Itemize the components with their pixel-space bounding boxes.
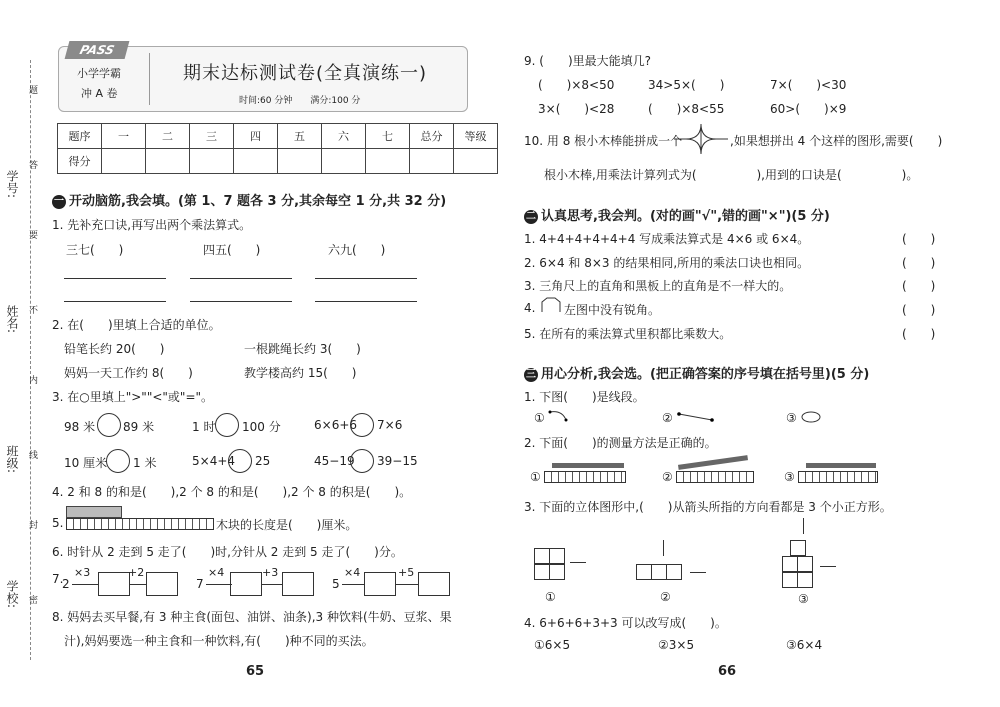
arrow-right-icon [130, 584, 146, 585]
score-cell: 题序 [58, 124, 102, 149]
q3-text: 3. 在○里填上">""<"或"="。 [52, 390, 214, 404]
chain-start: 7 [196, 577, 204, 591]
score-input[interactable] [190, 149, 234, 174]
q9-item: ( )×8<55 [648, 102, 725, 116]
score-input[interactable] [366, 149, 410, 174]
judge-item: 3. 三角尺上的直角和黑板上的直角是不一样大的。 [524, 279, 792, 293]
cube-block [782, 572, 798, 588]
answer-line[interactable] [315, 278, 417, 279]
section-3-text: 用心分析,我会选。(把正确答案的序号填在括号里)(5 分) [541, 367, 870, 382]
cube-block [534, 564, 550, 580]
chain-start: 2 [62, 577, 70, 591]
cube-block [797, 556, 813, 572]
chain-op: ×4 [344, 566, 361, 579]
cube-block [549, 548, 565, 564]
ruler-icon [676, 471, 754, 483]
compare-circle[interactable] [106, 449, 130, 473]
choice-q1: 1. 下图( )是线段。 [524, 390, 645, 404]
answer-line[interactable] [190, 301, 292, 302]
judge-paren[interactable]: ( ) [902, 327, 936, 341]
q3-left: 5×4+4 [192, 454, 236, 468]
cube-block [534, 548, 550, 564]
q2-text: 2. 在( )里填上合适的单位。 [52, 318, 221, 332]
q3-right: 1 米 [133, 456, 157, 470]
option-mark[interactable]: ② [662, 470, 673, 484]
arrow-down-icon [803, 518, 804, 534]
q2-item: 教学楼高约 15( ) [244, 366, 357, 380]
option-mark[interactable]: ② [660, 590, 671, 604]
chain-op: +2 [128, 566, 145, 579]
q10-text-a: 10. 用 8 根小木棒能拼成一个 [524, 134, 683, 148]
compare-circle[interactable] [97, 413, 121, 437]
q3-left: 10 厘米 [64, 456, 108, 470]
score-cell: 一 [102, 124, 146, 149]
volume-name: 冲 A 卷 [81, 87, 118, 100]
section-3-heading [524, 363, 869, 382]
compare-circle[interactable] [350, 413, 374, 437]
q10-text-b: ,如果想拼出 4 个这样的图形,需要( ) [730, 134, 943, 148]
score-input[interactable] [410, 149, 454, 174]
cube-block [790, 540, 806, 556]
arrow-right-icon [342, 584, 364, 585]
score-cell: 七 [366, 124, 410, 149]
option-mark[interactable]: ③ [786, 411, 797, 425]
chain-box[interactable] [282, 572, 314, 596]
score-value-row [58, 149, 498, 174]
choice-option[interactable]: ②3×5 [658, 638, 695, 652]
score-cell: 六 [322, 124, 366, 149]
compare-circle[interactable] [228, 449, 252, 473]
seal-mark: 内 [27, 375, 37, 384]
judge-item: 1. 4+4+4+4+4+4 写成乘法算式是 4×6 或 6×4。 [524, 232, 810, 246]
cube-block [666, 564, 682, 580]
choice-q2: 2. 下面( )的测量方法是正确的。 [524, 436, 717, 450]
q9-text: 9. ( )里最大能填几? [524, 54, 651, 68]
q10-text-c: 根小木棒,用乘法计算列式为( ),用到的口诀是( )。 [544, 168, 919, 182]
ruler-icon [66, 518, 214, 530]
score-input[interactable] [322, 149, 366, 174]
q9-item: 60>( )×9 [770, 102, 847, 116]
arrow-left-icon [570, 562, 586, 563]
pencil-icon [678, 455, 748, 470]
shape-icon [540, 296, 562, 314]
wood-block [66, 506, 122, 518]
arrow-right-icon [396, 584, 418, 585]
exam-title: 期末达标测试卷(全真演练一) [183, 63, 428, 84]
q1-item: 三七( ) [66, 243, 124, 257]
option-mark[interactable]: ③ [784, 470, 795, 484]
judge-paren[interactable]: ( ) [902, 279, 936, 293]
judge-item: 5. 在所有的乘法算式里积都比乘数大。 [524, 327, 732, 341]
score-input[interactable] [278, 149, 322, 174]
q9-item: 7×( )<30 [770, 78, 847, 92]
q3-right: 25 [255, 454, 271, 468]
chain-op: ×4 [208, 566, 225, 579]
answer-line[interactable] [64, 278, 166, 279]
section-1-text: 开动脑筋,我会填。(第 1、7 题各 3 分,其余每空 1 分,共 32 分) [69, 194, 447, 209]
seal-mark: 要 [27, 230, 37, 239]
seal-mark: 线 [27, 450, 37, 459]
q7-number: 7. [52, 572, 64, 586]
choice-option[interactable]: ③6×4 [786, 638, 823, 652]
score-cell: 得分 [58, 149, 102, 174]
score-header-row [58, 124, 498, 149]
pass-logo: PASS [65, 41, 130, 59]
chain-op: +3 [262, 566, 279, 579]
q8-text-line1: 8. 妈妈去买早餐,有 3 种主食(面包、油饼、油条),3 种饮料(牛奶、豆浆、果 [52, 610, 452, 624]
q3-left: 45−19 [314, 454, 355, 468]
q2-item: 妈妈一天工作约 8( ) [64, 366, 193, 380]
q3-right: 39−15 [377, 454, 418, 468]
chain-box[interactable] [98, 572, 130, 596]
chain-box[interactable] [418, 572, 450, 596]
judge-paren[interactable]: ( ) [902, 303, 936, 317]
judge-paren[interactable]: ( ) [902, 256, 936, 270]
arrow-left-icon [820, 566, 836, 567]
chain-box[interactable] [364, 572, 396, 596]
score-cell: 五 [278, 124, 322, 149]
page-number-left: 65 [246, 664, 265, 679]
page-number-right: 66 [718, 664, 737, 679]
score-input[interactable] [234, 149, 278, 174]
chain-op: +5 [398, 566, 415, 579]
seal-mark: 不 [27, 305, 37, 314]
judge-paren[interactable]: ( ) [902, 232, 936, 246]
header-divider [149, 53, 150, 105]
cube-block [636, 564, 652, 580]
segment-icon [676, 410, 716, 424]
judge-item: 4. [524, 301, 536, 315]
q1-text: 1. 先补充口诀,再写出两个乘法算式。 [52, 218, 252, 232]
answer-line[interactable] [190, 278, 292, 279]
chain-start: 5 [332, 577, 340, 591]
option-mark[interactable]: ① [545, 590, 556, 604]
q3-right: 89 米 [123, 420, 155, 434]
arrow-right-icon [262, 584, 282, 585]
name-label: 姓名: [5, 305, 19, 334]
compare-circle[interactable] [350, 449, 374, 473]
q9-item: 3×( )<28 [538, 102, 615, 116]
q4-text: 4. 2 和 8 的和是( ),2 个 8 的和是( ),2 个 8 的积是( )。 [52, 485, 412, 499]
cube-block [797, 572, 813, 588]
school-label: 学校: [5, 580, 19, 609]
q9-item: ( )×8<50 [538, 78, 615, 92]
arrow-right-icon [72, 584, 98, 585]
chain-op: ×3 [74, 566, 91, 579]
ellipse-icon [800, 410, 824, 424]
section-1-heading [52, 190, 446, 209]
q6-text: 6. 时针从 2 走到 5 走了( )时,分针从 2 走到 5 走了( )分。 [52, 545, 403, 559]
score-input[interactable] [454, 149, 498, 174]
q2-item: 铅笔长约 20( ) [64, 342, 165, 356]
id-label: 学号: [5, 170, 19, 199]
score-cell: 等级 [454, 124, 498, 149]
arrow-right-icon [206, 584, 232, 585]
choice-q3: 3. 下面的立体图形中,( )从箭头所指的方向看都是 3 个小正方形。 [524, 500, 892, 514]
section-number-icon: 三 [526, 369, 536, 380]
q3-left: 6×6+6 [314, 418, 358, 432]
stick-shape-icon [672, 120, 730, 158]
option-mark[interactable]: ① [530, 470, 541, 484]
q9-item: 34>5×( ) [648, 78, 725, 92]
seal-mark: 封 [27, 520, 37, 529]
section-2-heading [524, 205, 830, 224]
option-mark[interactable]: ② [662, 411, 673, 425]
q5-number: 5. [52, 516, 64, 530]
q3-left: 1 时 [192, 420, 216, 434]
ruler-icon [544, 471, 626, 483]
answer-line[interactable] [64, 301, 166, 302]
score-cell: 二 [146, 124, 190, 149]
pencil-icon [552, 463, 624, 468]
exam-header [58, 43, 468, 112]
curve-icon [548, 408, 572, 424]
q3-right: 100 分 [242, 420, 281, 434]
score-table [57, 123, 498, 174]
score-cell: 三 [190, 124, 234, 149]
arrow-left-icon [690, 572, 706, 573]
option-mark[interactable]: ① [534, 411, 545, 425]
arrow-down-icon [663, 540, 664, 556]
q3-left: 98 米 [64, 420, 96, 434]
answer-line[interactable] [315, 301, 417, 302]
q1-item: 四五( ) [203, 243, 261, 257]
section-2-text: 认真思考,我会判。(对的画"√",错的画"×")(5 分) [541, 209, 830, 224]
chain-box[interactable] [230, 572, 262, 596]
judge-item: 2. 6×4 和 8×3 的结果相同,所用的乘法口诀也相同。 [524, 256, 810, 270]
q5-text: 木块的长度是( )厘米。 [216, 518, 358, 532]
compare-circle[interactable] [215, 413, 239, 437]
seal-mark: 答 [27, 160, 37, 169]
cube-block [549, 564, 565, 580]
cube-block [651, 564, 667, 580]
q3-right: 7×6 [377, 418, 403, 432]
seal-mark: 密 [27, 595, 37, 604]
q8-text-line2: 汁),妈妈要选一种主食和一种饮料,有( )种不同的买法。 [64, 634, 374, 648]
binding-line [30, 60, 31, 660]
seal-mark: 题 [27, 85, 37, 94]
pencil-icon [806, 463, 876, 468]
section-number-icon: 一 [54, 196, 64, 207]
cube-block [782, 556, 798, 572]
q1-item: 六九( ) [328, 243, 386, 257]
q2-item: 一根跳绳长约 3( ) [244, 342, 361, 356]
judge-item-text: 左图中没有锐角。 [564, 303, 661, 317]
choice-option[interactable]: ①6×5 [534, 638, 571, 652]
score-cell: 总分 [410, 124, 454, 149]
exam-meta: 时间:60 分钟 满分:100 分 [239, 96, 361, 106]
score-input[interactable] [146, 149, 190, 174]
ruler-icon [798, 471, 878, 483]
class-label: 班级: [5, 445, 19, 474]
section-number-icon: 二 [526, 211, 536, 222]
score-input[interactable] [102, 149, 146, 174]
option-mark[interactable]: ③ [798, 592, 809, 606]
chain-box[interactable] [146, 572, 178, 596]
score-cell: 四 [234, 124, 278, 149]
choice-q4: 4. 6+6+6+3+3 可以改写成( )。 [524, 616, 727, 630]
series-name: 小学学霸 [77, 67, 121, 80]
